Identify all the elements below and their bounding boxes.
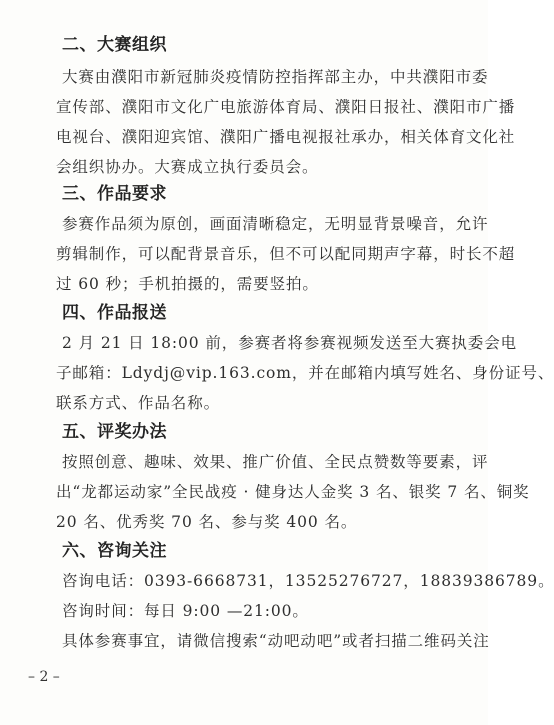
section-heading-organization: 二、大赛组织: [62, 35, 167, 55]
consultation-hours-line: 咨询时间：每日 9:00 —21:00。: [62, 602, 309, 620]
submission-line-1: 2 月 21 日 18:00 前，参赛者将参赛视频发送至大赛执委会电: [62, 334, 517, 352]
organization-line-1: 大赛由濮阳市新冠肺炎疫情防控指挥部主办，中共濮阳市委: [62, 68, 489, 86]
submission-line-2: 子邮箱：Ldydj@vip.163.com，并在邮箱内填写姓名、身份证号、: [56, 364, 554, 382]
requirements-line-1: 参赛作品须为原创，画面清晰稳定，无明显背景噪音，允许: [62, 215, 489, 233]
consultation-phone-line: 咨询电话：0393-6668731，13525276727，18839386789。: [62, 572, 554, 590]
awards-line-2: 出“龙都运动家”全民战疫 · 健身达人金奖 3 名、银奖 7 名、铜奖: [56, 483, 530, 501]
page-number: – 2 –: [28, 669, 60, 685]
section-heading-submission: 四、作品报送: [62, 303, 167, 323]
section-heading-awards: 五、评奖办法: [62, 422, 167, 442]
requirements-line-3: 过 60 秒；手机拍摄的，需要竖拍。: [56, 275, 319, 293]
awards-line-3: 20 名、优秀奖 70 名、参与奖 400 名。: [56, 513, 358, 531]
organization-line-4: 会组织协办。大赛成立执行委员会。: [56, 158, 319, 176]
organization-line-3: 电视台、濮阳迎宾馆、濮阳广播电视报社承办，相关体育文化社: [56, 128, 516, 146]
submission-line-3: 联系方式、作品名称。: [56, 394, 221, 412]
section-heading-consultation: 六、咨询关注: [62, 541, 167, 561]
consultation-wechat-line: 具体参赛事宜，请微信搜索“动吧动吧”或者扫描二维码关注: [62, 632, 490, 650]
organization-line-2: 宣传部、濮阳市文化广电旅游体育局、濮阳日报社、濮阳市广播: [56, 98, 516, 116]
section-heading-requirements: 三、作品要求: [62, 184, 167, 204]
requirements-line-2: 剪辑制作，可以配背景音乐，但不可以配同期声字幕，时长不超: [56, 245, 516, 263]
awards-line-1: 按照创意、趣味、效果、推广价值、全民点赞数等要素，评: [62, 453, 489, 471]
